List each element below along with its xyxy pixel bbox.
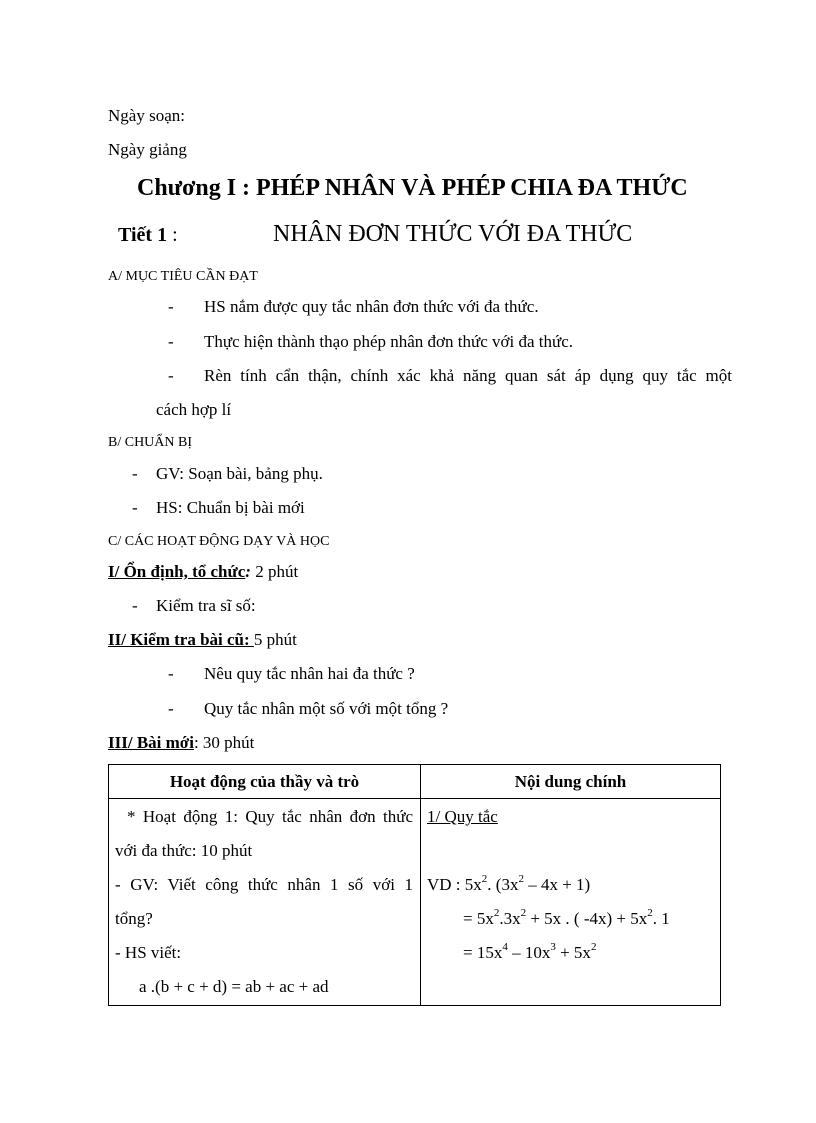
part-2-line <box>108 630 297 650</box>
objective-3-continuation: cách hợp lí <box>156 400 232 419</box>
date-taught-label: Ngày giảng <box>108 140 187 159</box>
activity-line-4: tổng? <box>115 909 153 928</box>
activity-line-5: - HS viết: <box>115 943 182 962</box>
lesson-activity-table <box>108 764 721 1006</box>
part-1-line <box>108 562 298 582</box>
activity-line-2: với đa thức: 10 phút <box>115 841 253 860</box>
bullet-dash: - <box>132 498 138 517</box>
section-a-heading: A/ MỤC TIÊU CẦN ĐẠT <box>108 269 258 284</box>
part-1-time: 2 phút <box>250 562 299 581</box>
attendance-check: Kiểm tra sĩ số: <box>156 596 256 615</box>
chapter-title: Chương I : PHÉP NHÂN VÀ PHÉP CHIA ĐA THỨC <box>137 175 688 201</box>
example-line-2: = $5x^2.3x^2 + 5x$ . ( $-4x) + 5x^2$. 1 <box>463 907 670 928</box>
section-c-heading: C/ CÁC HOẠT ĐỘNG DẠY VÀ HỌC <box>108 534 330 549</box>
prep-teacher: GV: Soạn bài, bảng phụ. <box>156 464 323 483</box>
content-cell <box>421 799 721 1006</box>
part-3-time: : 30 phút <box>193 733 255 752</box>
date-prepared-label: Ngày soạn: <box>108 106 185 125</box>
activity-formula: a .(b + c + d) = ab + ac + ad <box>139 977 329 996</box>
activities-cell <box>109 799 421 1006</box>
bullet-dash: - <box>168 297 174 316</box>
bullet-dash: - <box>168 699 174 718</box>
review-question-1: Nêu quy tắc nhân hai đa thức ? <box>204 664 415 683</box>
bullet-dash: - <box>132 464 138 483</box>
example-line-1: VD : $5x^2$. $(3x^2 - 4x + 1)$ <box>427 873 591 894</box>
bullet-dash: - <box>168 664 174 683</box>
part-2-time: 5 phút <box>253 630 297 649</box>
objective-3: Rèn tính cẩn thận, chính xác khả năng quan sát áp dụng quy tắc một <box>204 366 732 385</box>
table-header-content: Nội dung chính <box>421 765 721 799</box>
rule-heading: 1/ Quy tắc <box>427 807 498 826</box>
bullet-dash: - <box>132 596 138 615</box>
objective-2: Thực hiện thành thạo phép nhân đơn thức với đa thức. <box>204 332 574 351</box>
bullet-dash: - <box>168 366 174 385</box>
part-3-line <box>108 733 254 753</box>
lesson-line <box>118 222 178 248</box>
example-line-3: = $15x^4 - 10x^3 + 5x^2$ <box>463 941 597 962</box>
table-row <box>109 799 721 1006</box>
activity-line-1: * Hoạt động 1: Quy tắc nhân đơn thức <box>127 807 413 826</box>
part-2-heading: II/ Kiểm tra bài cũ: <box>108 630 254 649</box>
lesson-title: NHÂN ĐƠN THỨC VỚI ĐA THỨC <box>273 221 633 247</box>
part-1-heading: I/ Ổn định, tổ chức <box>108 562 246 581</box>
review-question-2: Quy tắc nhân một số với một tổng ? <box>204 699 449 718</box>
lesson-colon: : <box>167 224 178 246</box>
prep-student: HS: Chuẩn bị bài mới <box>156 498 305 517</box>
part-3-heading: III/ Bài mới <box>108 733 194 752</box>
section-b-heading: B/ CHUẨN BỊ <box>108 435 193 450</box>
table-header-row <box>109 765 721 799</box>
activity-line-3: - GV: Viết công thức nhân 1 số với 1 <box>115 875 413 894</box>
table-header-activities: Hoạt động của thầy và trò <box>109 765 421 799</box>
lesson-label: Tiết 1 <box>118 224 168 246</box>
objective-1: HS nắm được quy tắc nhân đơn thức với đa thức. <box>204 297 539 316</box>
part-1-colon: : <box>245 562 251 581</box>
bullet-dash: - <box>168 332 174 351</box>
